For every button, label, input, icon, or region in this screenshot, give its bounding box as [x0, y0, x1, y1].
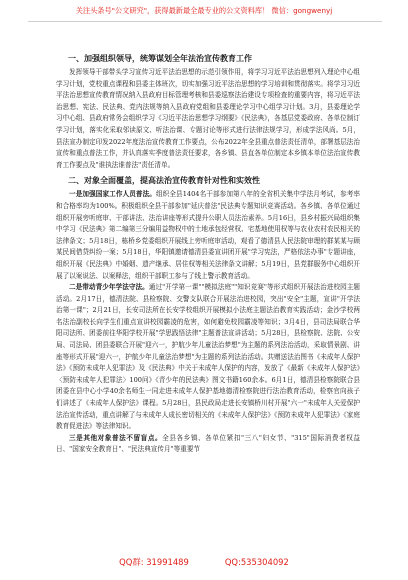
paragraph-lead: 二是带动青少年学法守法。	[69, 283, 149, 292]
body-paragraph	[56, 433, 360, 456]
paragraph-text: 全县各乡镇、各单位紧扣"三八"妇女节、"315"国际消费者权益日、"国家安全教育日"、"民法典宣传月"等重要节	[56, 433, 360, 454]
footer-contact	[0, 556, 408, 568]
footer-qq-group: QQ群: 31991489	[119, 557, 189, 567]
section-heading-2: 二、对象全面覆盖，提高法治宣传教育针对性和实效性	[68, 176, 260, 186]
paragraph-lead: 三是其他对象普法不留盲点。	[69, 433, 163, 442]
paragraph-text: 组织全县1404名干部参加第八年的全省机关集中学法月考试，参考率和合格率均为100%。积极组织全县干部参加"延庆普法"民法典专题知识竞赛活动。各乡镇、各单位通过组织开展旁听庭审、干部讲法、法治讲座等形式提升公职人员法治素养。5月16日，县乡村振兴局组织集中学习《民法典》第二编第三分编用益物权中的土地承包经营权、宅基地使用权等与农业农村农民相关的法律条文；5月18日，栋桥乡党委组织开展线上旁听庭审活动，观看了德清县人民法院审理的群某某与顾某民间借贷纠纷一案；5月18日，华阳镇邀请德清县委宣讲团开展"学习宪法，严格依法办事"专题讲座，组织开展《民法典》中婚姻、遗产继承、居住权等相关法律条文讲解；5月19日，县党群服务中心组织开展了以案说法、以案释法，组织干部职工参与了线上警示教育活动。	[56, 190, 361, 280]
body-paragraph	[56, 67, 360, 171]
header-banner: 关注头条号"公文研究"，获得最新最全最专业的公文资料库！ 微信：gongwenyj	[75, 6, 333, 15]
footer-qq: QQ:535304092	[224, 557, 289, 567]
paragraph-text: 发挥领导干部带头学习宣传习近平法治思想的示范引领作用，将学习习近平法治思想列入理论中心组学习计划，党校重点课程和县委主体班次，切实加强习近平法治思想的学习培训和贯彻落实。将学习习近平法治思想宣传教育情况纳入县政府目标管理考核和县委巡察法治建设专项检查的重要内容，将习近平法治思想、宪法、民法典、党内法规等纳入县政府党组和县委理论学习中心组学习计划。3月，县委理论学习中心组、县政府常务会组织学习《习近平法治思想学习纲要》《民法典》，各基层党委政府、各单位制订学习计划，落实化采取邻读原文、听法治课、专题讨论等形式进行法律法规学习，形成学法风尚。5月，县法宣办制定印发2022年度法治宣传教育工作要点，公布2022年全县重点普法责任清单，部署基层法治宣传和重点普法工作，并认真落实季度普法责任要求，各乡镇、县直各单位制定本乡镇本单位法治宣传教育工作要点及"谁执法谁普法"责任清单。	[56, 68, 360, 169]
body-paragraph	[56, 189, 360, 282]
paragraph-text: 通过"开学第一课""模拟法庭""知识竞赛"等形式组织开展法治进校园主题活动。2月17日，德清法院、县检察院、交警支队联合开展法治进校园，突出"安全"主题，宣讲"开学法治第一课"；2月21日，长安司法所在长安学校组织开展模拟小法庭主题法治教育实践活动；金沙学校两名法治副校长向学生们重点宣讲校园霸凌的危害，如何避免校园霸凌等知识；3月4日，县司法局联合华阳司法所、团委前往华阳学校开展"学思践悟法律"主题普法宣讲活动；5月28日，县检察院、法院、公安局、司法局、团县委联合开展"迎六一，护航少年儿童法治梦想"为主题的系列法治活动，采取情景剧、讲座等形式开展"迎六一，护航少年儿童法治梦想"为主题的系列法治活动。共赠送法治图书《未成年人保护法》《预防未成年人犯罪法》及《民法典》中关于未成年人保护的内容，发放了《最新《未成年人保护法》〈预防未成年人犯罪法〉100问》《青少年的民法典》图文书籍160余本。6月1日，德清县检察院联合县团委在县中心小学40余名师生一同走进未成年人保护基地德清检察院进行法治教育活动，检察官向孩子们讲述了《未成年人保护法》课程。5月28日，县民政局走进长安镇桥川村开展"六一"未成年人关爱保护法治宣传活动，重点讲解了与未成年人成长密切相关的《未成年人保护法》《预防未成年人犯罪法》《家庭教育促进法》等法律知识。	[56, 283, 360, 431]
header-divider	[28, 21, 382, 22]
paragraph-lead: 一是加强国家工作人员普法。	[69, 190, 156, 199]
body-paragraph	[56, 282, 360, 433]
section-heading-1: 一、加强组织领导，统筹谋划全年法治宣传教育工作	[68, 54, 252, 63]
document-body	[56, 52, 360, 456]
